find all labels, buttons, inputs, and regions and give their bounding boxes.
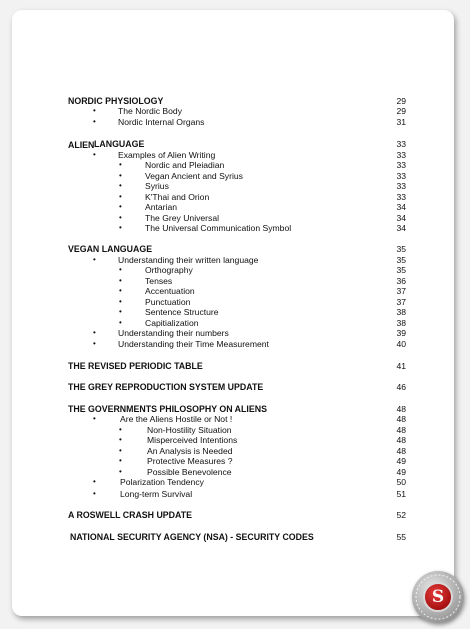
toc-entry-text: Possible Benevolence [147, 467, 232, 477]
bullet: • [119, 318, 122, 327]
bullet: • [119, 192, 122, 201]
toc-entry-text: The Universal Communication Symbol [145, 223, 292, 233]
toc-page-number: 31 [396, 117, 406, 127]
toc-page-number: 36 [396, 276, 406, 286]
toc-page-number: 52 [396, 510, 406, 520]
toc-entry-examples-writing [12, 150, 454, 160]
toc-page-number: 33 [396, 139, 406, 149]
toc-section-alien-language [12, 139, 454, 149]
toc-entry-text: Polarization Tendency [120, 477, 204, 487]
toc-page-number: 38 [396, 318, 406, 328]
toc-entry-text: Examples of Alien Writing [118, 150, 216, 160]
toc-entry-text: Understanding their Time Measurement [118, 339, 269, 349]
toc-page-number: 46 [396, 382, 406, 392]
toc-page-number: 33 [396, 150, 406, 160]
bullet: • [119, 307, 122, 316]
toc-entry-understanding-time [12, 339, 454, 349]
toc-entry-hostile [12, 414, 454, 424]
toc-entry-text: Syrius [145, 181, 169, 191]
toc-page-number: 33 [396, 181, 406, 191]
toc-page-number: 34 [396, 213, 406, 223]
toc-entry-nordic-organs [12, 117, 454, 127]
bullet: • [119, 160, 122, 169]
toc-page-number: 48 [396, 446, 406, 456]
bullet: • [119, 297, 122, 306]
toc-entry-punctuation [12, 297, 454, 307]
toc-section-periodic-table [12, 361, 454, 371]
toc-entry-kthai-orion [12, 192, 454, 202]
toc-entry-text: Nordic and Pleiadian [145, 160, 225, 170]
bullet: • [93, 489, 96, 498]
bullet: • [119, 265, 122, 274]
toc-section-grey-reproduction [12, 382, 454, 392]
toc-section-title: THE REVISED PERIODIC TABLE [68, 361, 203, 371]
toc-page-number: 48 [396, 435, 406, 445]
document-page [12, 10, 454, 616]
toc-entry-polarization [12, 477, 454, 487]
toc-page-number: 39 [396, 328, 406, 338]
bullet: • [119, 286, 122, 295]
toc-entry-syrius [12, 181, 454, 191]
toc-section-prefix: ALIEN [68, 140, 95, 150]
bullet: • [119, 467, 122, 476]
toc-entry-non-hostility [12, 425, 454, 435]
toc-entry-text: Long-term Survival [120, 489, 193, 499]
toc-entry-text: Nordic Internal Organs [118, 117, 205, 127]
toc-entry-sentence-structure [12, 307, 454, 317]
toc-page-number: 48 [396, 404, 406, 414]
toc-section-nordic-physiology [12, 96, 454, 106]
toc-entry-nordic-pleiadian [12, 160, 454, 170]
toc-page-number: 33 [396, 192, 406, 202]
bullet: • [119, 446, 122, 455]
toc-entry-text: Non-Hostility Situation [147, 425, 232, 435]
toc-entry-text: Antarian [145, 202, 178, 212]
bullet: • [119, 425, 122, 434]
toc-page-number: 35 [396, 255, 406, 265]
toc-entry-text: K'Thai and Orion [145, 192, 210, 202]
toc-entry-text: Understanding their numbers [118, 328, 229, 338]
toc-entry-text: Misperceived Intentions [147, 435, 238, 445]
toc-entry-nordic-body [12, 106, 454, 116]
toc-page-number: 51 [396, 489, 406, 499]
bullet: • [93, 150, 96, 159]
bullet: • [119, 202, 122, 211]
toc-entry-text: Understanding their written language [118, 255, 259, 265]
bullet: • [93, 117, 96, 126]
toc-page-number: 35 [396, 265, 406, 275]
toc-entry-text: Protective Measures ? [147, 456, 233, 466]
bullet: • [119, 181, 122, 190]
toc-entry-capitalization [12, 318, 454, 328]
watermark-logo-icon [412, 571, 464, 623]
watermark-emblem [423, 582, 453, 612]
toc-page-number: 55 [396, 532, 406, 542]
bullet: • [119, 456, 122, 465]
toc-entry-grey-universal [12, 213, 454, 223]
toc-page-number: 49 [396, 467, 406, 477]
bullet: • [93, 339, 96, 348]
toc-page-number: 33 [396, 160, 406, 170]
toc-entry-protective [12, 456, 454, 466]
toc-section-title: VEGAN LANGUAGE [68, 244, 153, 254]
toc-entry-universal-symbol [12, 223, 454, 233]
toc-entry-orthography [12, 265, 454, 275]
toc-section-gov-philosophy [12, 404, 454, 414]
toc-page-number: 37 [396, 286, 406, 296]
toc-page-number: 34 [396, 202, 406, 212]
toc-page-number: 37 [396, 297, 406, 307]
watermark-letter: S [431, 587, 445, 607]
bullet: • [93, 328, 96, 337]
toc-entry-vegan-syrius [12, 171, 454, 181]
toc-page-number: 29 [396, 96, 406, 106]
toc-section-title: THE GOVERNMENTS PHILOSOPHY ON ALIENS [68, 404, 267, 414]
toc-entry-analysis [12, 446, 454, 456]
toc-page-number: 33 [396, 171, 406, 181]
toc-entry-tenses [12, 276, 454, 286]
toc-entry-text: Are the Aliens Hostile or Not ! [120, 414, 233, 424]
toc-entry-text: Tenses [145, 276, 173, 286]
toc-entry-text: An Analysis is Needed [147, 446, 233, 456]
bullet: • [93, 477, 96, 486]
bullet: • [93, 106, 96, 115]
toc-section-title: NATIONAL SECURITY AGENCY (NSA) - SECURITY CODES [70, 532, 314, 542]
toc-entry-longterm [12, 489, 454, 499]
toc-page-number: 40 [396, 339, 406, 349]
toc-entry-text: Punctuation [145, 297, 191, 307]
bullet: • [119, 435, 122, 444]
toc-page-number: 38 [396, 307, 406, 317]
bullet: • [119, 276, 122, 285]
toc-entry-text: The Grey Universal [145, 213, 220, 223]
toc-section-vegan-language [12, 244, 454, 254]
toc-page-number: 34 [396, 223, 406, 233]
toc-page-number: 35 [396, 244, 406, 254]
toc-entry-text: Sentence Structure [145, 307, 219, 317]
toc-section-title: NORDIC PHYSIOLOGY [68, 96, 164, 106]
toc-entry-text: Vegan Ancient and Syrius [145, 171, 243, 181]
toc-entry-antarian [12, 202, 454, 212]
bullet: • [119, 171, 122, 180]
toc-page-number: 48 [396, 414, 406, 424]
toc-page-number: 29 [396, 106, 406, 116]
bullet: • [119, 223, 122, 232]
toc-entry-misperceived [12, 435, 454, 445]
toc-section-title: LANGUAGE [94, 139, 145, 149]
toc-section-roswell [12, 510, 454, 520]
toc-page-number: 49 [396, 456, 406, 466]
bullet: • [119, 213, 122, 222]
toc-entry-benevolence [12, 467, 454, 477]
toc-section-title: THE GREY REPRODUCTION SYSTEM UPDATE [68, 382, 264, 392]
toc-entry-text: The Nordic Body [118, 106, 183, 116]
toc-page-number: 48 [396, 425, 406, 435]
toc-section-nsa [12, 532, 454, 542]
bullet: • [93, 414, 96, 423]
toc-page-number: 41 [396, 361, 406, 371]
toc-entry-text: Accentuation [145, 286, 195, 296]
toc-entry-accentuation [12, 286, 454, 296]
toc-entry-text: Orthography [145, 265, 193, 275]
toc-entry-text: Capitialization [145, 318, 199, 328]
toc-entry-understanding-numbers [12, 328, 454, 338]
toc-page-number: 50 [396, 477, 406, 487]
toc-entry-understanding-written [12, 255, 454, 265]
toc-section-title: A ROSWELL CRASH UPDATE [68, 510, 192, 520]
bullet: • [93, 255, 96, 264]
